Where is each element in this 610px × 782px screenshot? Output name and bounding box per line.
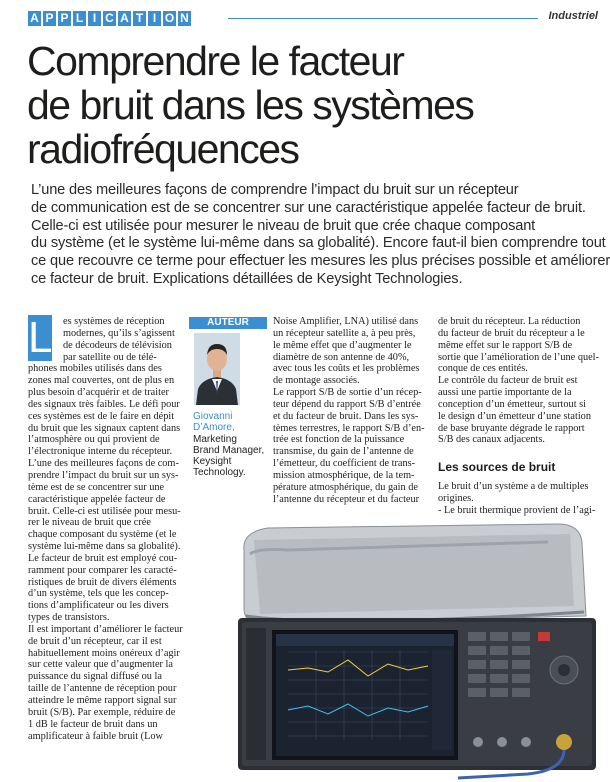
- text-line: aussi une partie importante de la: [438, 387, 572, 399]
- author-photo: [194, 333, 240, 405]
- text-line: tème est de se concentrer sur une: [28, 481, 165, 493]
- text-line: même effet sur le rapport S/B de: [438, 339, 573, 351]
- banner-letter: P: [43, 11, 56, 26]
- text-line: Le facteur de bruit est employé cou-: [28, 552, 178, 564]
- text-line: trée est fonction de la puissance: [273, 434, 405, 446]
- text-line: taille de l’antenne de réception pour: [28, 683, 177, 695]
- author-name-line: D’Amore,: [193, 422, 235, 433]
- section-label: Industriel: [548, 10, 598, 22]
- text-line: l’émetteur, du coefficient de trans-: [273, 458, 416, 470]
- text-line: Le rapport S/B de sortie d’un récep-: [273, 387, 422, 399]
- text-line: - Le bruit thermique provient de l’agi-: [438, 504, 596, 516]
- text-line: bruit (S/B). Par exemple, réduire de: [28, 706, 176, 718]
- text-line: rer le niveau de bruit que crée: [28, 517, 151, 529]
- text-line: caractéristique appelée facteur de: [28, 493, 166, 505]
- text-line: des signaux très faibles. Le défi pour: [28, 398, 180, 410]
- text-line: ristiques de bruit de divers éléments: [28, 576, 177, 588]
- lead-line: Celle-ci est utilisée pour mesurer le niveau de bruit que crée chaque composant: [31, 217, 536, 234]
- text-line: conque de ces entités.: [438, 363, 528, 375]
- text-line: d’un système, tels que les concep-: [28, 588, 169, 600]
- text-line: Il est important d’améliorer le facteur: [28, 623, 183, 635]
- text-line: phones mobiles utilisés dans des: [28, 363, 162, 375]
- text-line: sortie que l’amélioration de l’une quel-: [438, 351, 599, 363]
- banner-letter: A: [118, 11, 131, 26]
- banner-letter: T: [133, 11, 146, 26]
- text-line: par satellite ou de télé-: [63, 351, 157, 363]
- text-line: mission atmosphérique, de la tem-: [273, 469, 415, 481]
- text-line: modernes, qu’ils s’agissent: [63, 327, 175, 339]
- author-portrait-icon: [194, 333, 240, 405]
- column-3-continued: [438, 481, 598, 517]
- lead-line: du système (et le système lui-même dans sa globalité). Encore faut-il bien comprendre tout: [31, 235, 606, 252]
- text-line: de décodeurs de télévision: [63, 339, 172, 351]
- text-line: diamètre de son antenne de 40%,: [273, 351, 410, 363]
- text-line: Noise Amplifier, LNA) utilisé dans: [273, 316, 419, 327]
- title-line: radiofréquences: [27, 126, 299, 172]
- text-line: du facteur de bruit du récepteur a le: [438, 327, 585, 339]
- author-role: [193, 434, 264, 478]
- lead-line: ce que recouvre ce terme pour effectuer les mesures les plus précises possible et améliorer: [31, 253, 610, 270]
- author-role-line: Marketing: [193, 434, 237, 445]
- author-role-line: Brand Manager,: [193, 445, 265, 456]
- title-line: de bruit dans les systèmes: [27, 82, 474, 128]
- text-line: prendre l’impact du bruit sur un sys-: [28, 469, 179, 481]
- text-line: types de transistors.: [28, 612, 110, 624]
- drop-cap: L: [28, 313, 53, 362]
- banner-letter: O: [164, 11, 175, 25]
- banner-letter: A: [28, 11, 41, 26]
- text-line: transmise, du gain de l’antenne de: [273, 446, 414, 458]
- banner-letter: I: [148, 11, 161, 26]
- text-line: plus besoin d’acquérir et de traiter: [28, 387, 169, 399]
- column-1-top: [63, 316, 183, 363]
- text-line: atteindre le même rapport signal sur: [28, 695, 177, 707]
- text-line: zones mal couvertes, ont de plus en: [28, 375, 175, 387]
- text-line: du bruit que les signaux captent dans: [28, 422, 181, 434]
- lead-paragraph: [31, 182, 610, 289]
- banner-letter: I: [88, 11, 101, 26]
- signal-analyzer-photo: [228, 520, 610, 782]
- text-line: de bruit d’un récepteur, car il est: [28, 635, 162, 647]
- text-line: conception d’un émetteur, surtout si: [438, 398, 586, 410]
- author-name-line: Giovanni: [193, 411, 233, 422]
- text-line: l’électronique interne du récepteur.: [28, 446, 173, 458]
- text-line: système lui-même dans sa globalité).: [28, 541, 181, 553]
- text-line: teur dépend du rapport S/B d’entrée: [273, 398, 421, 410]
- text-line: tèmes terrestres, le rapport S/B d’en-: [273, 422, 425, 434]
- text-line: et du facteur de bruit. Dans les sys-: [273, 410, 419, 422]
- text-line: origines.: [438, 492, 474, 504]
- text-line: de bruit du récepteur. La réduction: [438, 316, 581, 327]
- banner-letter: C: [103, 11, 116, 26]
- text-line: puissance du signal diffusé ou la: [28, 671, 162, 683]
- text-line: Le bruit d’un système a de multiples: [438, 481, 589, 492]
- text-line: tions d’amplificateur ou les divers: [28, 600, 169, 612]
- text-line: avec tous les coûts et les problèmes: [273, 363, 420, 375]
- title-line: Comprendre le facteur: [27, 38, 404, 84]
- author-tag: AUTEUR: [189, 317, 267, 329]
- text-line: S/B des canaux adjacents.: [438, 434, 545, 446]
- column-3: [438, 316, 598, 446]
- text-line: L’une des meilleures façons de com-: [28, 458, 179, 470]
- banner-letter: P: [58, 11, 71, 26]
- lead-line: L’une des meilleures façons de comprendre l’impact du bruit sur un récepteur: [31, 182, 519, 198]
- application-banner: [28, 11, 191, 26]
- lead-line: de communication est de se concentrer sur une caractéristique appelée facteur de bruit.: [31, 199, 586, 216]
- section-heading: Les sources de bruit: [438, 460, 556, 474]
- text-line: amplificateur à faible bruit (Low: [28, 730, 163, 742]
- text-line: Le contrôle du facteur de bruit est: [438, 375, 578, 387]
- text-line: bruit. Celle-ci est utilisée pour mesu-: [28, 505, 181, 517]
- text-line: le même effet que d’augmenter le: [273, 339, 412, 351]
- text-line: ces systèmes est de le faire en dépit: [28, 410, 175, 422]
- text-line: de montage associés.: [273, 375, 360, 387]
- text-line: habituellement moins onéreux d’agir: [28, 647, 180, 659]
- text-line: sur cette valeur que d’augmenter la: [28, 659, 173, 671]
- text-line: un récepteur satellite a, à peu près,: [273, 327, 416, 339]
- banner-letter: N: [178, 11, 191, 26]
- lead-line: ce facteur de bruit. Explications détaillées de Keysight Technologies.: [31, 270, 463, 287]
- text-line: de base bruyante dégrade le rapport: [438, 422, 585, 434]
- author-name: [193, 411, 235, 433]
- text-line: 1 dB le facteur de bruit dans un: [28, 718, 158, 730]
- text-line: le design d’un émetteur d’une station: [438, 410, 591, 422]
- text-line: es systèmes de réception: [63, 316, 165, 327]
- text-line: chaque composant du système (et le: [28, 529, 177, 541]
- author-role-line: Keysight: [193, 456, 232, 467]
- text-line: l’atmosphère ou qui provient de: [28, 434, 160, 446]
- banner-letter: L: [73, 11, 86, 26]
- article-title: [27, 39, 587, 171]
- column-1: [28, 363, 184, 742]
- column-2: [273, 316, 431, 506]
- author-role-line: Technology.: [193, 467, 246, 478]
- text-line: l’antenne du récepteur et du facteur: [273, 493, 420, 505]
- header-rule: [228, 18, 538, 19]
- text-line: ramment pour comparer les caracté-: [28, 564, 177, 576]
- text-line: pérature atmosphérique, du gain de: [273, 481, 418, 493]
